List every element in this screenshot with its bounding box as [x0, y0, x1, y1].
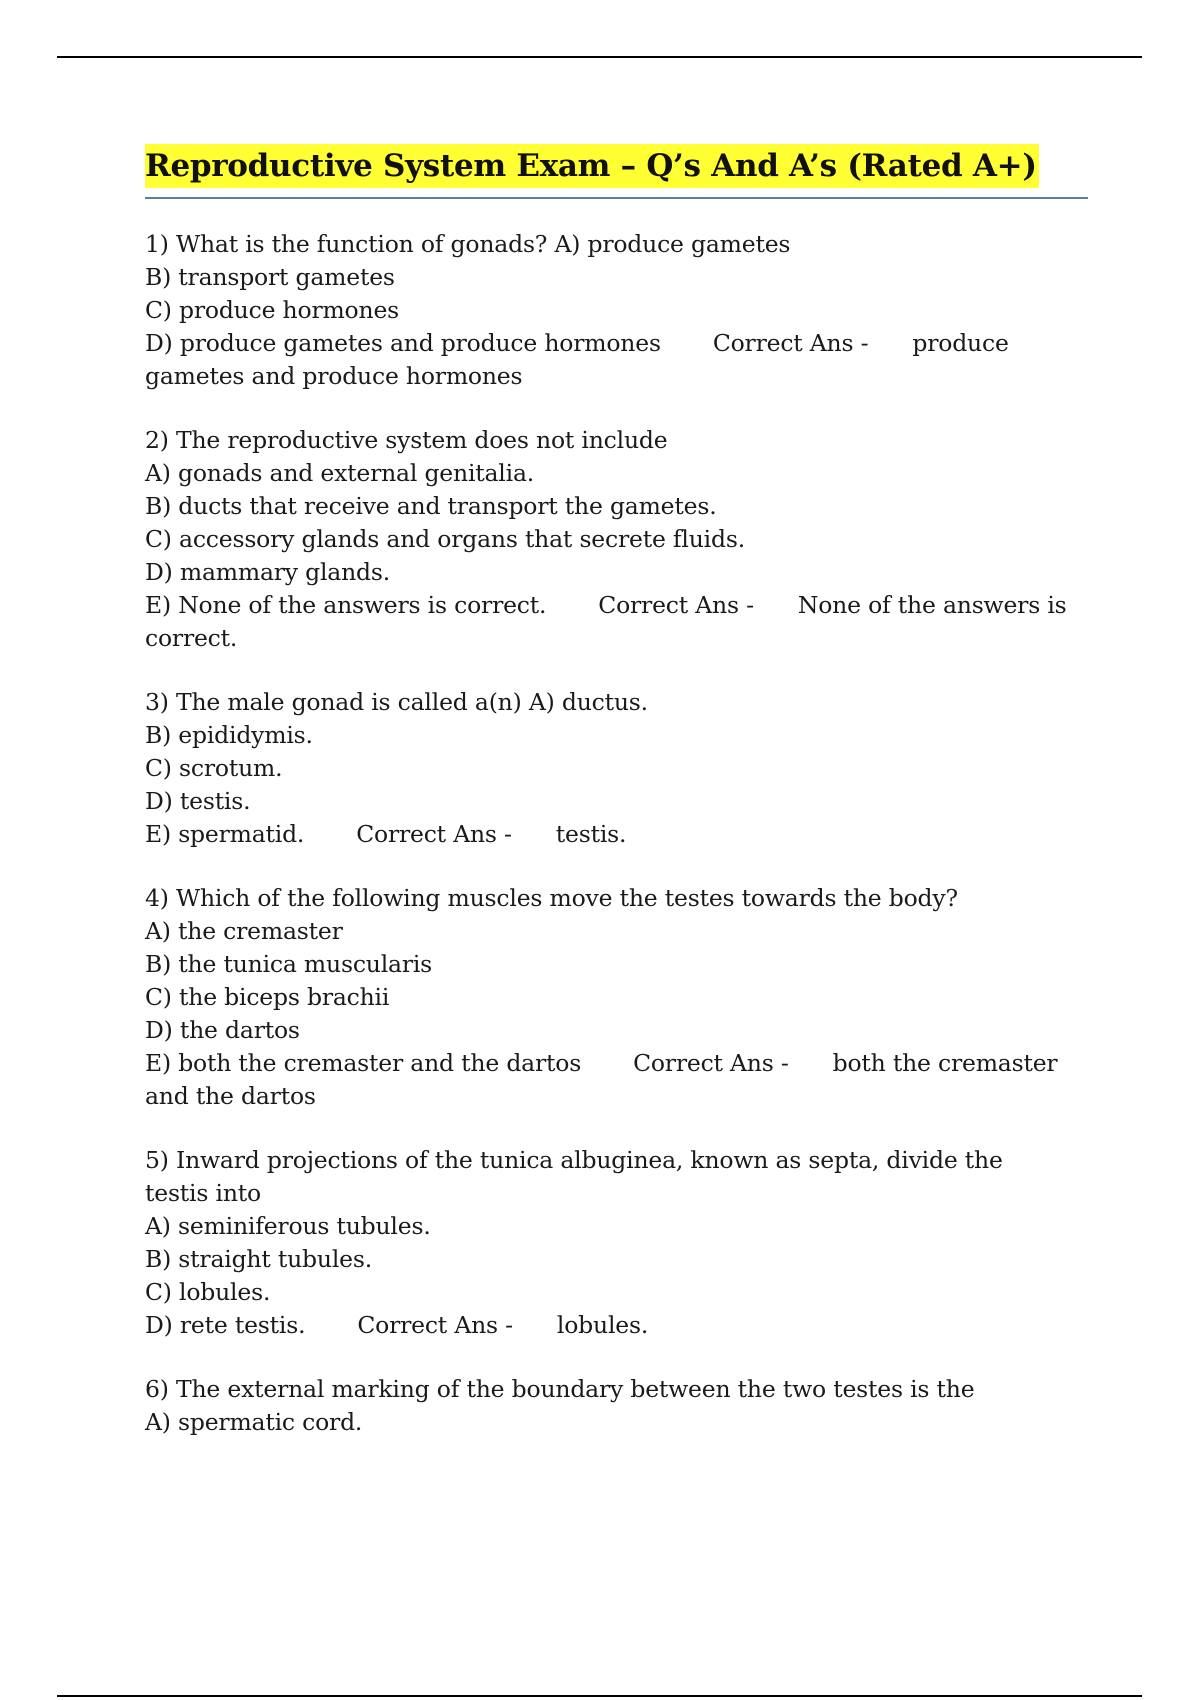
- question-3: [145, 686, 1088, 851]
- answer-option: B) straight tubules.: [145, 1245, 372, 1273]
- answer-option: A) spermatic cord.: [145, 1408, 363, 1436]
- answer-option: C) produce hormones: [145, 296, 400, 324]
- correct-answer: both the cremaster and the dartos: [145, 1049, 1058, 1110]
- question-4: [145, 882, 1088, 1113]
- correct-answer: produce gametes and produce hormones: [145, 329, 1009, 390]
- answer-option: D) testis.: [145, 787, 251, 815]
- correct-answer: testis.: [555, 820, 627, 848]
- answer-option: B) the tunica muscularis: [145, 950, 433, 978]
- answer-option: D) mammary glands.: [145, 558, 391, 586]
- question-stem: 5) Inward projections of the tunica albuginea, known as septa, divide the testis into: [145, 1146, 1003, 1207]
- question-list: [145, 228, 1088, 1470]
- question-2: [145, 424, 1088, 655]
- footer-rule: [57, 1695, 1142, 1697]
- answer-line: [145, 327, 1088, 393]
- answer-line: [145, 589, 1088, 655]
- correct-answer-label: Correct Ans -: [356, 820, 512, 848]
- answer-option: B) epididymis.: [145, 721, 313, 749]
- answer-option: A) gonads and external genitalia.: [145, 459, 535, 487]
- title-block: [145, 144, 1088, 199]
- question-stem: 1) What is the function of gonads? A) produce gametes: [145, 230, 791, 258]
- answer-option: A) seminiferous tubules.: [145, 1212, 431, 1240]
- answer-option: C) the biceps brachii: [145, 983, 390, 1011]
- answer-option: E) spermatid.: [145, 820, 305, 848]
- answer-option: B) ducts that receive and transport the gametes.: [145, 492, 717, 520]
- correct-answer-label: Correct Ans -: [598, 591, 754, 619]
- question-5: [145, 1144, 1088, 1342]
- correct-answer-label: Correct Ans -: [633, 1049, 789, 1077]
- correct-answer-label: Correct Ans -: [712, 329, 869, 357]
- answer-option: D) rete testis.: [145, 1311, 306, 1339]
- question-6: [145, 1373, 1088, 1439]
- answer-option: C) lobules.: [145, 1278, 271, 1306]
- answer-line: [145, 1047, 1088, 1113]
- question-stem: 6) The external marking of the boundary between the two testes is the: [145, 1375, 975, 1403]
- page-title: Reproductive System Exam – Q’s And A’s (Rated A+): [145, 144, 1039, 188]
- question-stem: 2) The reproductive system does not include: [145, 426, 668, 454]
- answer-option: E) both the cremaster and the dartos: [145, 1049, 582, 1077]
- answer-option: B) transport gametes: [145, 263, 395, 291]
- correct-answer-label: Correct Ans -: [357, 1311, 513, 1339]
- correct-answer: lobules.: [556, 1311, 649, 1339]
- answer-option: C) scrotum.: [145, 754, 283, 782]
- question-stem: 4) Which of the following muscles move the testes towards the body?: [145, 884, 958, 912]
- answer-line: [145, 1309, 1088, 1342]
- question-1: [145, 228, 1088, 393]
- answer-line: [145, 818, 1088, 851]
- question-stem: 3) The male gonad is called a(n) A) ductus.: [145, 688, 648, 716]
- answer-option: E) None of the answers is correct.: [145, 591, 547, 619]
- answer-option: D) produce gametes and produce hormones: [145, 329, 661, 357]
- answer-option: D) the dartos: [145, 1016, 300, 1044]
- header-rule: [57, 56, 1142, 58]
- answer-option: C) accessory glands and organs that secrete fluids.: [145, 525, 745, 553]
- answer-option: A) the cremaster: [145, 917, 343, 945]
- correct-answer: None of the answers is correct.: [145, 591, 1067, 652]
